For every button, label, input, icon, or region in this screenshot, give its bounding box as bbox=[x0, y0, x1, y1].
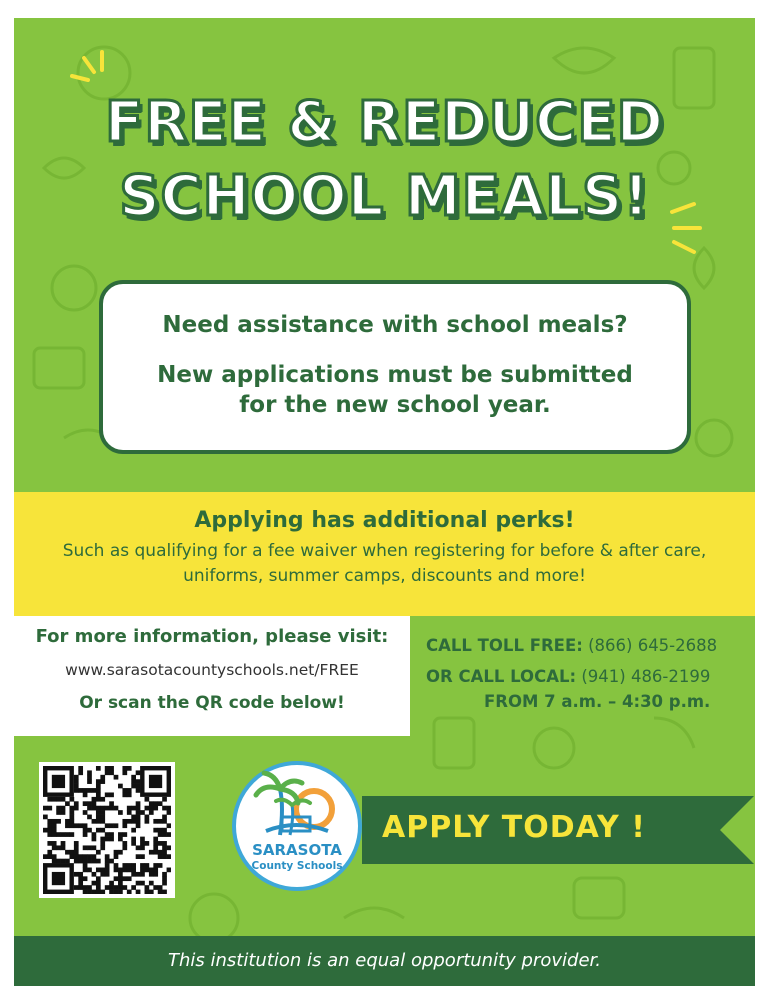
title-line-2: SCHOOL MEALS! bbox=[119, 164, 650, 229]
perks-detail: Such as qualifying for a fee waiver when registering for before & after care, uniforms, summer camps, discounts and more! bbox=[62, 541, 707, 586]
local-line bbox=[426, 661, 717, 692]
qr-code[interactable] bbox=[39, 762, 175, 898]
title-line-1: FREE & REDUCED bbox=[105, 90, 664, 155]
sarasota-logo bbox=[232, 761, 362, 891]
palm-tree-logo-icon bbox=[236, 765, 358, 845]
apply-banner[interactable] bbox=[362, 796, 754, 864]
call-hours: FROM 7 a.m. – 4:30 p.m. bbox=[484, 692, 711, 711]
visit-box bbox=[14, 616, 410, 736]
tollfree-number[interactable]: (866) 645-2688 bbox=[588, 636, 718, 655]
sparkle-left-icon bbox=[66, 48, 116, 88]
website-link[interactable]: www.sarasotacountyschools.net/FREE bbox=[65, 661, 359, 679]
assistance-question: Need assistance with school meals? bbox=[162, 312, 628, 338]
local-label: OR CALL LOCAL: bbox=[426, 667, 577, 686]
qr-code-graphic bbox=[43, 766, 171, 894]
local-number[interactable]: (941) 486-2199 bbox=[581, 667, 711, 686]
application-notice: New applications must be submitted for the new school year. bbox=[157, 362, 633, 418]
visit-prompt: For more information, please visit: bbox=[35, 626, 389, 647]
logo-subtitle: County Schools bbox=[251, 860, 343, 872]
tollfree-line bbox=[426, 630, 717, 661]
contact-info bbox=[426, 630, 717, 712]
flyer bbox=[14, 18, 755, 986]
apply-today-label: APPLY TODAY ! bbox=[382, 810, 646, 845]
equal-opportunity-footer: This institution is an equal opportunity provider. bbox=[14, 936, 755, 986]
logo-name: SARASOTA bbox=[252, 841, 342, 859]
perks-heading: Applying has additional perks! bbox=[194, 508, 575, 533]
tollfree-label: CALL TOLL FREE: bbox=[426, 636, 583, 655]
qr-prompt: Or scan the QR code below! bbox=[79, 693, 345, 713]
info-box bbox=[99, 280, 691, 454]
perks-band bbox=[14, 492, 755, 616]
